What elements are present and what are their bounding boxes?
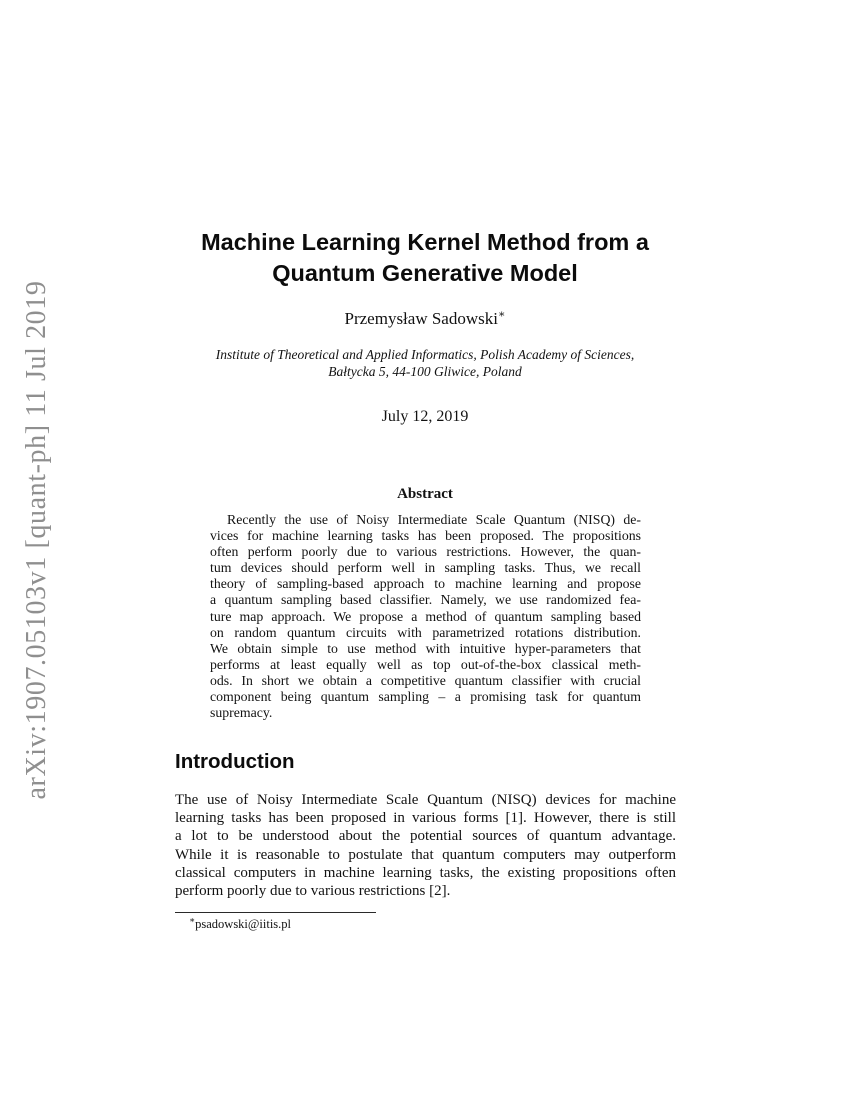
footnote — [175, 914, 675, 932]
paper-date: July 12, 2019 — [381, 408, 469, 425]
introduction-line: classical computers in machine learning tasks, the existing propositions often — [175, 864, 676, 881]
footnote-rule — [175, 912, 376, 913]
author-line — [0, 309, 850, 329]
arxiv-watermark: arXiv:1907.05103v1 [quant-ph] 11 Jul 2019 — [21, 280, 52, 800]
footnote-email: psadowski@iitis.pl — [195, 917, 292, 931]
paper-title — [0, 227, 850, 289]
affiliation-line: Bałtycka 5, 44-100 Gliwice, Poland — [328, 364, 522, 379]
affiliation-line: Institute of Theoretical and Applied Informatics, Polish Academy of Sciences, — [215, 347, 635, 362]
abstract-line: ods. In short we obtain a competitive quantum classifier with crucial — [210, 672, 641, 688]
abstract-line: component being quantum sampling – a promising task for quantum — [210, 689, 641, 705]
introduction-line: perform poorly due to various restrictions [2]. — [175, 883, 451, 900]
title-line: Machine Learning Kernel Method from a — [201, 229, 649, 255]
introduction-line: a lot to be understood about the potential sources of quantum advantage. — [175, 828, 676, 845]
abstract-line: tum devices should perform well in sampling tasks. Thus, we recall — [210, 560, 641, 576]
abstract-line: supremacy. — [210, 705, 273, 721]
abstract-line: performs at least equally well as top out-of-the-box classical meth- — [210, 656, 641, 672]
introduction-text — [175, 791, 676, 900]
abstract-line: vices for machine learning tasks has been proposed. The propositions — [210, 528, 641, 544]
title-line: Quantum Generative Model — [272, 260, 578, 286]
introduction-line: learning tasks has been proposed in various forms [1]. However, there is still — [175, 810, 676, 827]
introduction-line: The use of Noisy Intermediate Scale Quantum (NISQ) devices for machine — [175, 792, 676, 808]
abstract-line: ture map approach. We propose a method of quantum sampling based — [210, 608, 641, 624]
author-name: Przemysław Sadowski — [344, 309, 498, 328]
author-footnote-marker: ∗ — [497, 308, 506, 321]
abstract-line: often perform poorly due to various restrictions. However, the quan- — [210, 544, 641, 560]
introduction-line: While it is reasonable to postulate that quantum computers may outperform — [175, 846, 676, 863]
abstract-heading: Abstract — [397, 486, 453, 502]
affiliation — [0, 346, 850, 380]
footnote-marker: ∗ — [189, 914, 196, 925]
introduction-heading: Introduction — [175, 750, 295, 773]
abstract-line: a quantum sampling based classifier. Namely, we use randomized fea- — [210, 592, 641, 608]
abstract-line: Recently the use of Noisy Intermediate Scale Quantum (NISQ) de- — [227, 512, 641, 527]
abstract-text — [210, 512, 641, 721]
abstract-line: theory of sampling-based approach to machine learning and propose — [210, 576, 641, 592]
abstract-line: on random quantum circuits with parametrized rotations distribution. — [210, 624, 641, 640]
abstract-line: We obtain simple to use method with intuitive hyper-parameters that — [210, 640, 641, 656]
